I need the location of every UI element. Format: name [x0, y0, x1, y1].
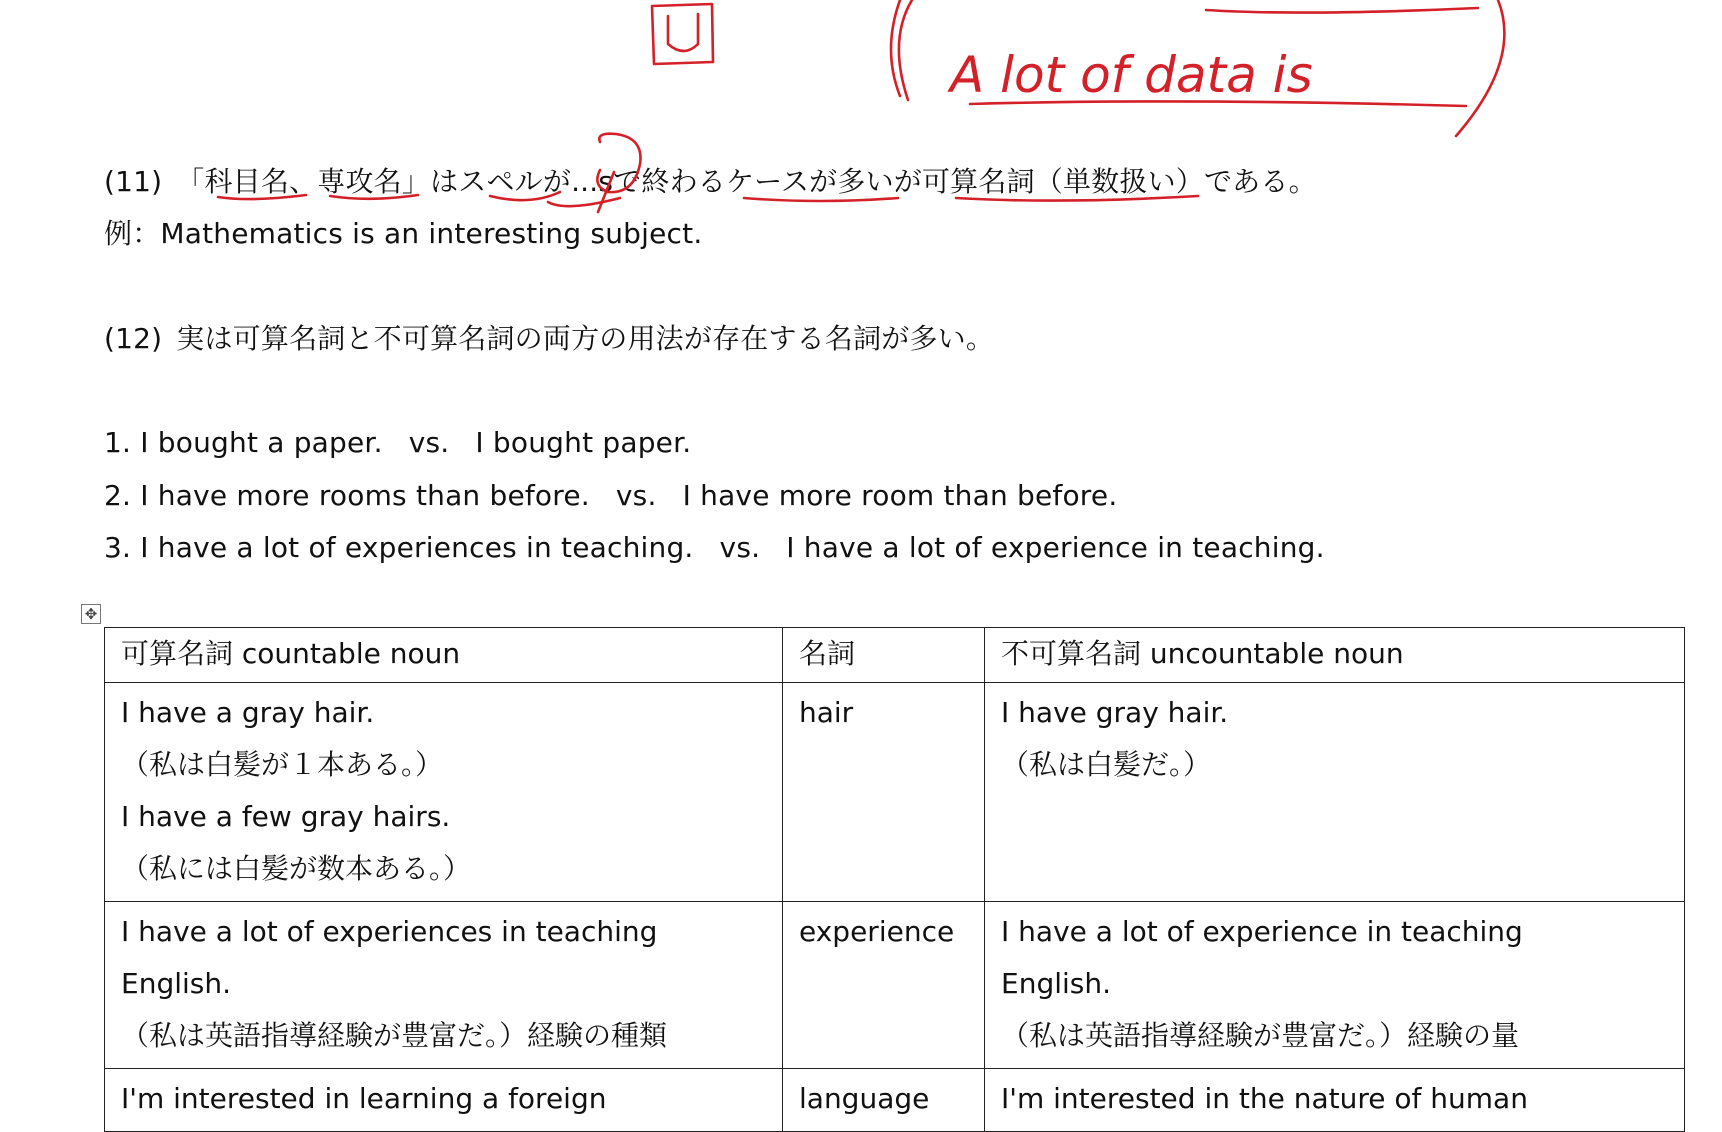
- table-row: [105, 1069, 1685, 1132]
- example-line-1: [104, 425, 691, 461]
- header-uncountable: 不可算名詞 uncountable noun: [985, 628, 1685, 683]
- cell-countable: [105, 683, 783, 902]
- example-vs: vs.: [408, 426, 450, 459]
- cell-text: English.: [121, 967, 232, 1000]
- example-left: I bought a paper.: [140, 426, 383, 459]
- cell-text: I'm interested in the nature of human: [1001, 1082, 1528, 1115]
- example-line-3: [104, 530, 1325, 566]
- cell-text: （私は白髪が１本ある。）: [121, 748, 444, 781]
- example-right: I bought paper.: [475, 426, 692, 459]
- cell-uncountable: [985, 683, 1685, 902]
- noun-comparison-table: [104, 627, 1685, 1132]
- section-11-example: 例：Mathematics is an interesting subject.: [104, 217, 703, 250]
- table-move-handle-icon[interactable]: ✥: [81, 604, 101, 624]
- cell-text: （私は英語指導経験が豊富だ。）経験の種類: [121, 1019, 668, 1052]
- example-line-2: [104, 478, 1117, 514]
- cell-uncountable: [985, 1069, 1685, 1132]
- header-countable: 可算名詞 countable noun: [105, 628, 783, 683]
- cell-noun: experience: [783, 902, 985, 1069]
- section-12-line: [104, 321, 994, 357]
- example-vs: vs.: [615, 479, 657, 512]
- section-12-number: (12): [104, 322, 163, 355]
- example-right: I have more room than before.: [682, 479, 1118, 512]
- header-noun: 名詞: [783, 628, 985, 683]
- example-left: I have more rooms than before.: [140, 479, 590, 512]
- cell-text: I'm interested in learning a foreign: [121, 1082, 607, 1115]
- cell-text: I have a lot of experiences in teaching: [121, 915, 658, 948]
- cell-text: （私は白髪だ。）: [1001, 748, 1212, 781]
- left-bracket-mark: [899, 0, 912, 100]
- example-number: 3.: [104, 531, 132, 564]
- example-right: I have a lot of experience in teaching.: [786, 531, 1325, 564]
- cell-text: （私は英語指導経験が豊富だ。）経験の量: [1001, 1019, 1520, 1052]
- example-left: I have a lot of experiences in teaching.: [140, 531, 694, 564]
- example-number: 2.: [104, 479, 132, 512]
- table-row: [105, 683, 1685, 902]
- cell-text: I have a lot of experience in teaching: [1001, 915, 1523, 948]
- handwritten-phrase: A lot of data is: [950, 46, 1313, 104]
- cell-text: I have a few gray hairs.: [121, 800, 451, 833]
- cell-text: English.: [1001, 967, 1112, 1000]
- table-header-row: [105, 628, 1685, 683]
- section-12-text: 実は可算名詞と不可算名詞の両方の用法が存在する名詞が多い。: [176, 322, 995, 355]
- cell-countable: [105, 902, 783, 1069]
- cell-uncountable: [985, 902, 1685, 1069]
- cell-countable: [105, 1069, 783, 1132]
- cell-noun: language: [783, 1069, 985, 1132]
- section-11-line: [104, 164, 1317, 200]
- example-vs: vs.: [719, 531, 761, 564]
- right-bracket-mark: [1456, 0, 1504, 136]
- example-number: 1.: [104, 426, 132, 459]
- table-row: [105, 902, 1685, 1069]
- cell-text: I have gray hair.: [1001, 696, 1229, 729]
- cell-noun: hair: [783, 683, 985, 902]
- boxed-u-mark: [652, 4, 713, 64]
- section-11-number: (11): [104, 165, 163, 198]
- section-11-text: 「科目名、専攻名」はスペルが...sで終わるケースが多いが可算名詞（単数扱い）である。: [176, 165, 1317, 198]
- cell-text: I have a gray hair.: [121, 696, 375, 729]
- cell-text: （私には白髪が数本ある。）: [121, 852, 472, 885]
